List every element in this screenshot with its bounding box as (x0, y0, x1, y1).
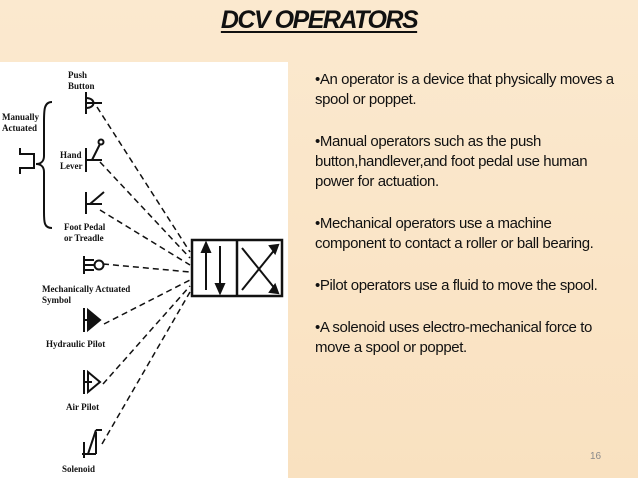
hydraulic-pilot-icon (88, 310, 100, 330)
label-hand-lever: Hand Lever (60, 150, 83, 171)
label-hydraulic-pilot: Hydraulic Pilot (46, 339, 106, 349)
bullet-item: •A solenoid uses electro-mechanical force to move a spool or poppet. (315, 319, 592, 356)
page-number: 16 (590, 451, 602, 462)
label-foot-pedal: Foot Pedal or Treadle (64, 222, 106, 243)
slide-title: DCV OPERATORS (220, 6, 418, 34)
hand-lever-icon (86, 144, 102, 172)
label-manually-actuated: Manually Actuated (2, 112, 40, 133)
solenoid-icon (82, 430, 102, 458)
label-solenoid: Solenoid (62, 464, 96, 474)
dcv-operators-diagram (0, 62, 288, 478)
label-air-pilot: Air Pilot (66, 402, 100, 412)
bullet-list (315, 70, 615, 380)
bullet-item: •Pilot operators use a fluid to move the spool. (315, 277, 598, 294)
bullet-item: •Mechanical operators use a machine component to contact a roller or ball bearing. (315, 215, 594, 252)
mechanical-actuator-icon (84, 256, 94, 274)
bullet-item: •Manual operators such as the push button,handlever,and foot pedal use human power for actuation. (315, 133, 588, 190)
bullet-item: •An operator is a device that physically moves a spool or poppet. (315, 71, 614, 108)
operator-symbols-drawing (0, 62, 288, 478)
label-push-button: Push Button (68, 70, 95, 91)
label-mechanically-actuated: Mechanically Actuated Symbol (42, 284, 131, 305)
manual-actuator-icon (20, 148, 34, 174)
